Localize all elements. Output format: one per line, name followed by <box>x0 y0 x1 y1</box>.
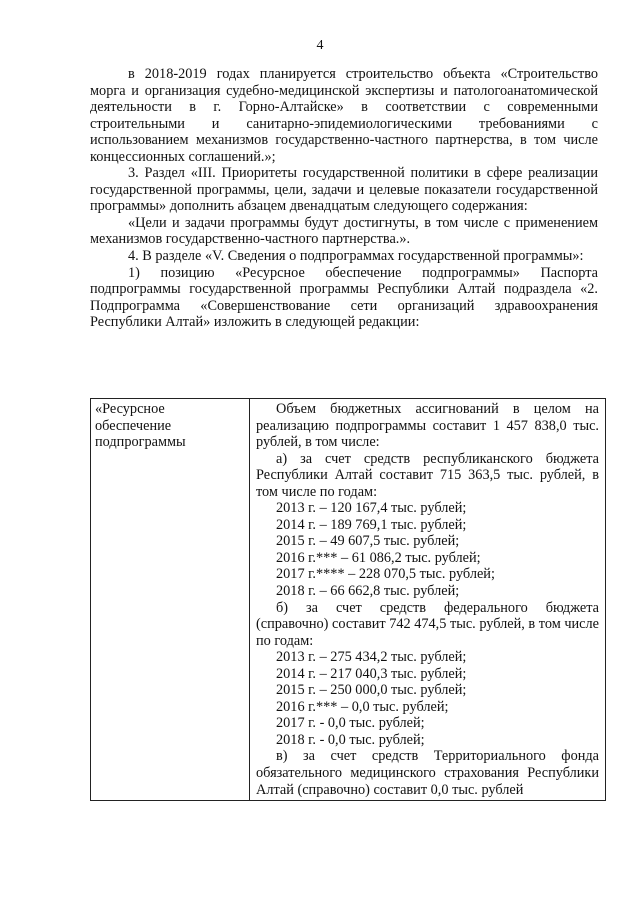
paragraph-goals-quote: «Цели и задачи программы будут достигнуты, в том числе с применением механизмов государственно-частного партнерства.». <box>90 214 598 248</box>
resource-content-cell <box>250 399 606 801</box>
insurance-fund-intro: в) за счет средств Территориального фонда обязательного медицинского страхования Республики Алтай (справочно) составит 0,0 тыс. рублей <box>256 748 599 798</box>
regional-budget-year: 2014 г. – 189 769,1 тыс. рублей; <box>276 516 467 533</box>
federal-budget-year: 2017 г. - 0,0 тыс. рублей; <box>276 715 425 732</box>
regional-budget-year: 2015 г. – 49 607,5 тыс. рублей; <box>276 533 460 550</box>
regional-budget-intro: а) за счет средств республиканского бюджета Республики Алтай составит 715 363,5 тыс. рублей, в том числе по годам: <box>256 450 599 500</box>
regional-budget-year: 2016 г.*** – 61 086,2 тыс. рублей; <box>276 549 481 566</box>
label-line: подпрограммы <box>95 434 186 451</box>
regional-budget-year: 2018 г. – 66 662,8 тыс. рублей; <box>276 583 460 600</box>
federal-budget-year: 2015 г. – 250 000,0 тыс. рублей; <box>276 682 467 699</box>
federal-budget-year: 2018 г. - 0,0 тыс. рублей; <box>276 731 425 748</box>
resource-provision-table <box>90 398 606 801</box>
paragraph-section-3: 3. Раздел «III. Приоритеты государственной политики в сфере реализации государственной программы, цели, задачи и целевые показатели государственной программы» дополнить абзацем двенадцатым следующего содержания: <box>90 165 598 215</box>
paragraph-section-4: 4. В разделе «V. Сведения о подпрограммах государственной программы»: <box>128 248 584 265</box>
paragraph-item-1: 1) позицию «Ресурсное обеспечение подпрограммы» Паспорта подпрограммы государственной программы Республики Алтай подраздела «2. Подпрограмма «Совершенствование сети организаций здравоохранения Республики Алтай» изложить в следующей редакции: <box>90 264 598 331</box>
page-bottom-margin <box>90 812 606 905</box>
federal-budget-year: 2013 г. – 275 434,2 тыс. рублей; <box>276 649 467 666</box>
page-number: 4 <box>316 38 324 53</box>
regional-budget-year: 2013 г. – 120 167,4 тыс. рублей; <box>276 500 467 517</box>
document-body <box>90 66 598 331</box>
table-row <box>91 399 606 801</box>
label-line: обеспечение <box>95 417 172 434</box>
paragraph-construction-plan: в 2018-2019 годах планируется строительство объекта «Строительство морга и организация судебно-медицинской экспертизы и патологоанатомической деятельности в г. Горно-Алтайске» в соответствии с современными строительными и санитарно-эпидемиологическими требованиями с использованием механизмов государственно-частного партнерства, в том числе концессионных соглашений.»; <box>90 66 598 165</box>
federal-budget-intro: б) за счет средств федерального бюджета (справочно) составит 742 474,5 тыс. рублей, в том числе по годам: <box>256 599 599 649</box>
regional-budget-year: 2017 г.**** – 228 070,5 тыс. рублей; <box>276 566 495 583</box>
federal-budget-year: 2016 г.*** – 0,0 тыс. рублей; <box>276 698 449 715</box>
federal-budget-year: 2014 г. – 217 040,3 тыс. рублей; <box>276 665 467 682</box>
resource-label-cell <box>91 399 250 801</box>
label-line: «Ресурсное <box>95 401 165 417</box>
total-funding-text: Объем бюджетных ассигнований в целом на реализацию подпрограммы составит 1 457 838,0 тыс. рублей, в том числе: <box>256 401 599 451</box>
